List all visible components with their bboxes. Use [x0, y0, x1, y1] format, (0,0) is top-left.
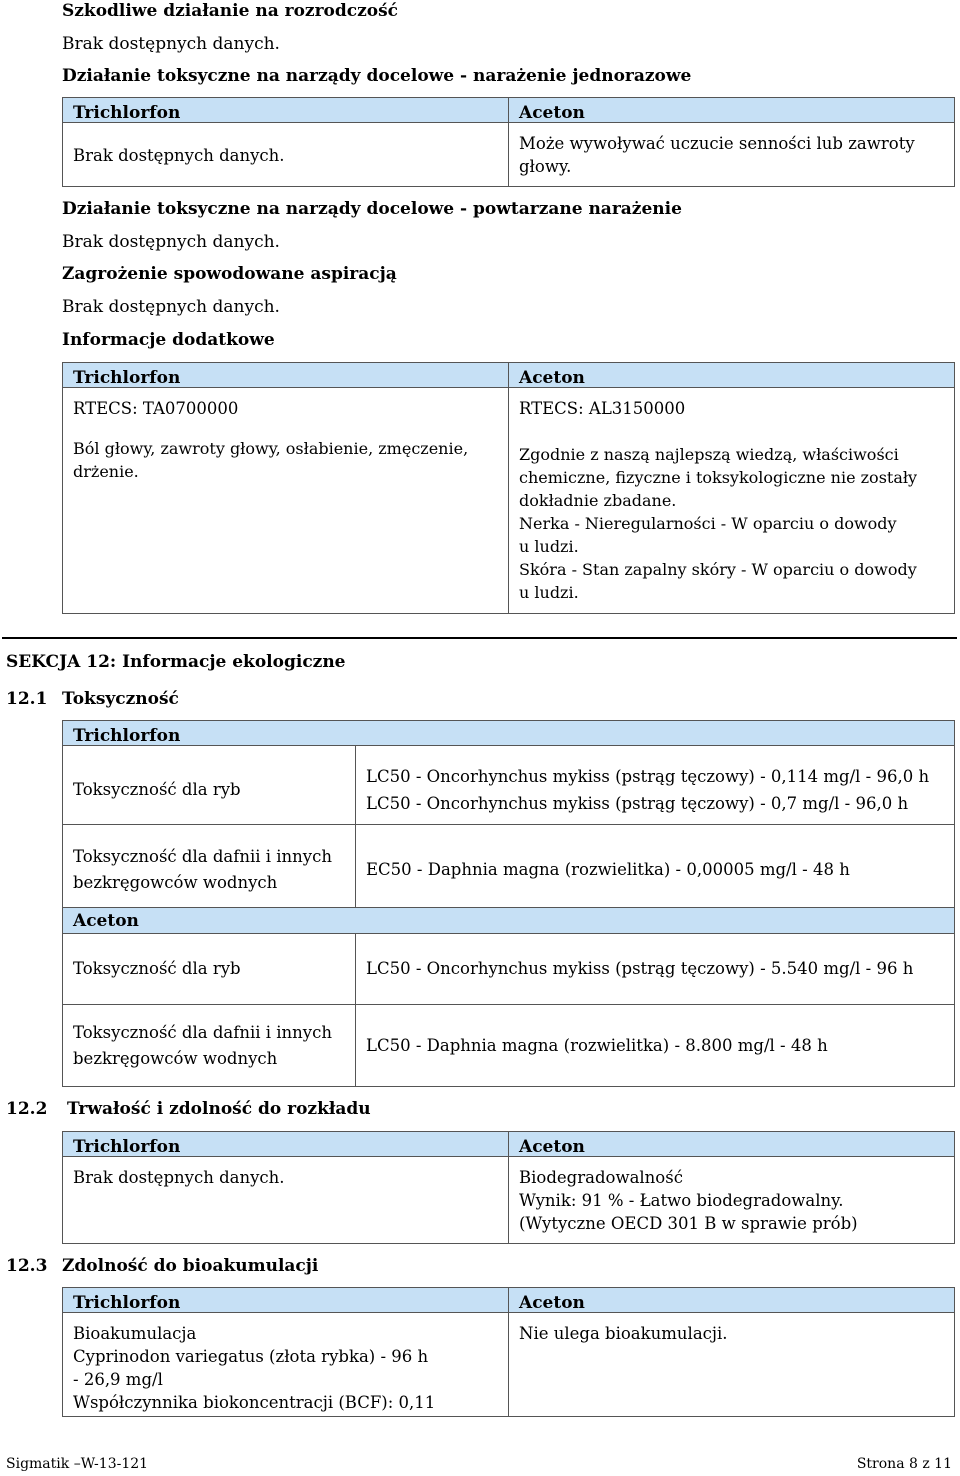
- table-cell: u ludzi.: [519, 583, 579, 602]
- table-cell: Skóra - Stan zapalny skóry - W oparciu o dowody: [519, 560, 917, 579]
- section-title: SEKCJA 12: Informacje ekologiczne: [6, 652, 346, 672]
- heading-additional-info: Informacje dodatkowe: [62, 330, 275, 350]
- table-cell: u ludzi.: [519, 537, 579, 556]
- toxicity-label: Toksyczność dla ryb: [73, 780, 241, 799]
- table-cell: Cyprinodon variegatus (złota rybka) - 96 h: [73, 1347, 429, 1366]
- column-divider: [355, 746, 356, 907]
- table-cell: (Wytyczne OECD 301 B w sprawie prób): [519, 1214, 858, 1233]
- subsection-number: 12.3: [6, 1256, 48, 1276]
- subsection-title: Trwałość i zdolność do rozkładu: [67, 1099, 371, 1119]
- substance-name: Aceton: [519, 1137, 585, 1157]
- heading-stot-single: Działanie toksyczne na narządy docelowe - narażenie jednorazowe: [62, 66, 692, 86]
- substance-name: Aceton: [519, 368, 585, 388]
- table-cell: chemiczne, fizyczne i toksykologiczne nie zostały: [519, 468, 918, 487]
- toxicity-value: LC50 - Daphnia magna (rozwielitka) - 8.800 mg/l - 48 h: [366, 1036, 828, 1055]
- table-cell: - 26,9 mg/l: [73, 1370, 163, 1389]
- toxicity-value: LC50 - Oncorhynchus mykiss (pstrąg tęczowy) - 0,114 mg/l - 96,0 h: [366, 767, 930, 786]
- table-cell: Wynik: 91 % - Łatwo biodegradowalny.: [519, 1191, 844, 1210]
- table-cell: Biodegradowalność: [519, 1168, 683, 1187]
- subsection-title: Zdolność do bioakumulacji: [62, 1256, 319, 1276]
- column-divider: [508, 1288, 509, 1416]
- substance-name: Trichlorfon: [73, 726, 181, 746]
- substance-name: Aceton: [73, 911, 139, 931]
- bioaccumulation-table: [62, 1287, 955, 1417]
- row-divider: [63, 1004, 954, 1005]
- heading-aspiration: Zagrożenie spowodowane aspiracją: [62, 264, 397, 284]
- row-divider: [63, 824, 954, 825]
- stot-single-table: [62, 97, 955, 187]
- heading-stot-repeated: Działanie toksyczne na narządy docelowe - powtarzane narażenie: [62, 199, 682, 219]
- subsection-title: Toksyczność: [62, 689, 179, 709]
- toxicity-label: Toksyczność dla dafnii i innych: [73, 1023, 332, 1042]
- toxicity-value: EC50 - Daphnia magna (rozwielitka) - 0,00005 mg/l - 48 h: [366, 860, 850, 879]
- table-cell: Brak dostępnych danych.: [73, 146, 285, 165]
- substance-name: Trichlorfon: [73, 1293, 181, 1313]
- table-cell: Zgodnie z naszą najlepszą wiedzą, właściwości: [519, 445, 899, 464]
- toxicity-label: Toksyczność dla ryb: [73, 959, 241, 978]
- footer-document-id: Sigmatik –W-13-121: [6, 1456, 149, 1472]
- substance-name: Trichlorfon: [73, 103, 181, 123]
- section-separator: [2, 637, 957, 639]
- toxicity-label: bezkręgowców wodnych: [73, 1049, 278, 1068]
- substance-name: Aceton: [519, 103, 585, 123]
- column-divider: [508, 363, 509, 613]
- column-divider: [508, 98, 509, 186]
- table-cell: Może wywoływać uczucie senności lub zawroty: [519, 134, 915, 153]
- table-cell: głowy.: [519, 157, 572, 176]
- subsection-number: 12.1: [6, 689, 48, 709]
- toxicity-value: LC50 - Oncorhynchus mykiss (pstrąg tęczowy) - 5.540 mg/l - 96 h: [366, 959, 914, 978]
- table-header: [63, 907, 954, 934]
- additional-info-table: [62, 362, 955, 614]
- table-cell: Ból głowy, zawroty głowy, osłabienie, zmęczenie,: [73, 439, 469, 458]
- column-divider: [355, 934, 356, 1086]
- table-header: [63, 721, 954, 746]
- degradability-table: [62, 1131, 955, 1244]
- table-cell: Bioakumulacja: [73, 1324, 197, 1343]
- substance-name: Aceton: [519, 1293, 585, 1313]
- column-divider: [508, 1132, 509, 1243]
- heading-reproductive-toxicity: Szkodliwe działanie na rozrodczość: [62, 1, 399, 21]
- toxicity-table: [62, 720, 955, 1087]
- rtecs-number: RTECS: AL3150000: [519, 399, 686, 418]
- reproductive-toxicity-text: Brak dostępnych danych.: [62, 34, 280, 54]
- table-cell: Nerka - Nieregularności - W oparciu o dowody: [519, 514, 897, 533]
- toxicity-value: LC50 - Oncorhynchus mykiss (pstrąg tęczowy) - 0,7 mg/l - 96,0 h: [366, 794, 909, 813]
- table-cell: drżenie.: [73, 462, 139, 481]
- rtecs-number: RTECS: TA0700000: [73, 399, 239, 418]
- toxicity-label: Toksyczność dla dafnii i innych: [73, 847, 332, 866]
- table-cell: Współczynnika biokoncentracji (BCF): 0,11: [73, 1393, 436, 1412]
- stot-repeated-text: Brak dostępnych danych.: [62, 232, 280, 252]
- substance-name: Trichlorfon: [73, 368, 181, 388]
- subsection-number: 12.2: [6, 1099, 48, 1119]
- footer-page-number: Strona 8 z 11: [856, 1456, 952, 1472]
- table-cell: Nie ulega bioakumulacji.: [519, 1324, 728, 1343]
- aspiration-text: Brak dostępnych danych.: [62, 297, 280, 317]
- toxicity-label: bezkręgowców wodnych: [73, 873, 278, 892]
- table-cell: dokładnie zbadane.: [519, 491, 677, 510]
- table-cell: Brak dostępnych danych.: [73, 1168, 285, 1187]
- substance-name: Trichlorfon: [73, 1137, 181, 1157]
